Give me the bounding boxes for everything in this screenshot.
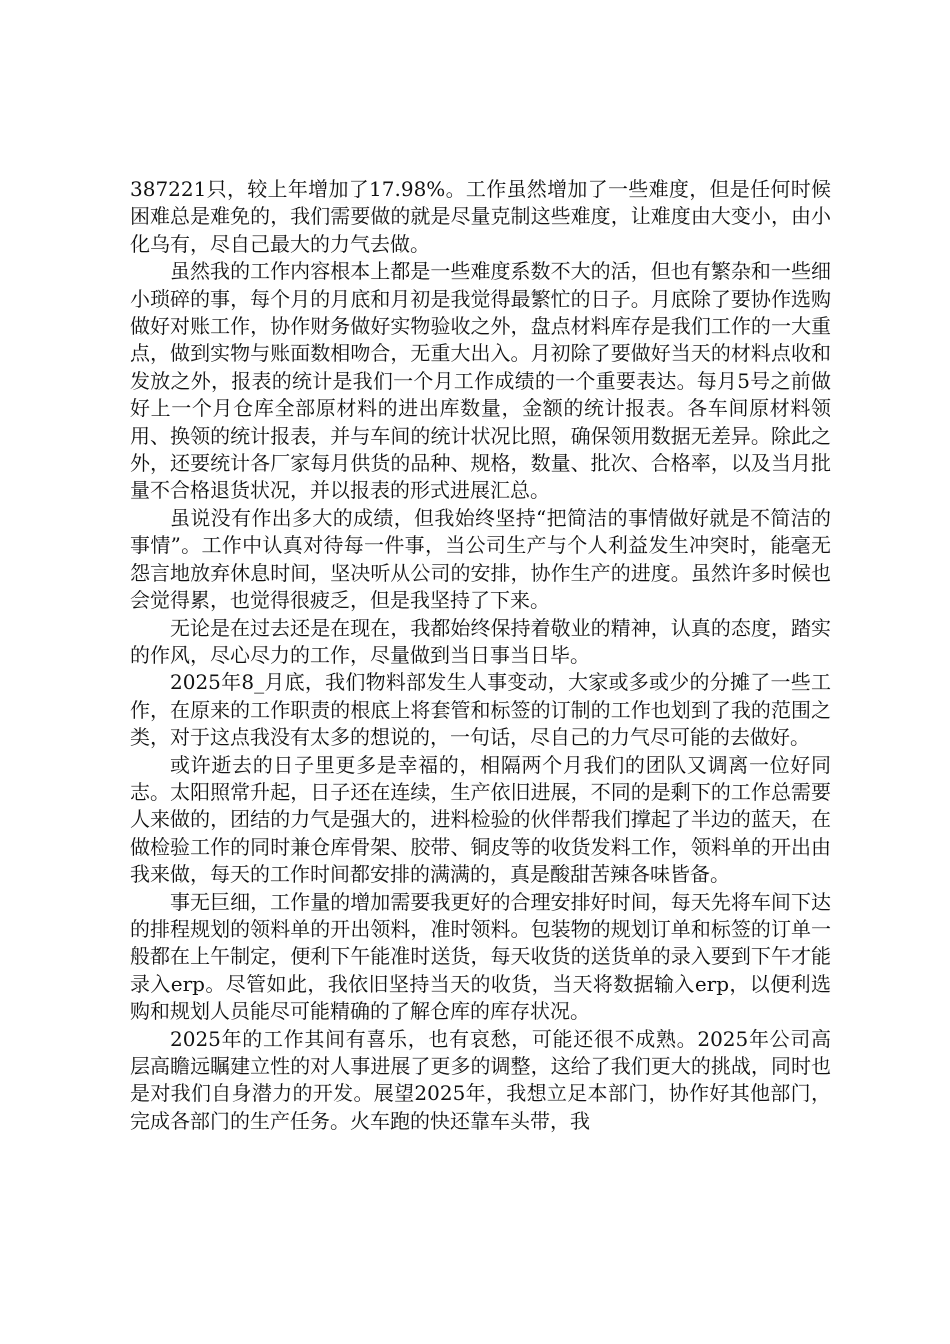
paragraph: 虽说没有作出多大的成绩，但我始终坚持“把简洁的事情做好就是不简洁的事情”。工作中认真对待每一件事，当公司生产与个人利益发生冲突时，能毫无怨言地放弃休息时间，坚决听从公司的安排，协作生产的进度。虽然许多时候也会觉得累，也觉得很疲乏，但是我坚持了下来。 [130, 505, 831, 613]
paragraph: 2025年的工作其间有喜乐，也有哀愁，可能还很不成熟。2025年公司高层高瞻远瞩建立性的对人事进展了更多的调整，这给了我们更大的挑战，同时也是对我们自身潜力的开发。展望2025年，我想立足本部门，协作好其他部门，完成各部门的生产任务。火车跑的快还靠车头带，我 [130, 1026, 831, 1133]
paragraph-continued: 387221只，较上年增加了17.98%。工作虽然增加了一些难度，但是任何时候困难总是难免的，我们需要做的就是尽量克制这些难度，让难度由大变小，由小化乌有，尽自己最大的力气去做。 [130, 177, 831, 256]
paragraph: 虽然我的工作内容根本上都是一些难度系数不大的活，但也有繁杂和一些细小琐碎的事，每个月的月底和月初是我觉得最繁忙的日子。月底除了要协作选购做好对账工作，协作财务做好实物验收之外，盘点材料库存是我们工作的一大重点，做到实物与账面数相吻合，无重大出入。月初除了要做好当天的材料点收和发放之外，报表的统计是我们一个月工作成绩的一个重要表达。每月5号之前做好上一个月仓库全部原材料的进出库数量，金额的统计报表。各车间原材料领用、换领的统计报表，并与车间的统计状况比照，确保领用数据无差异。除此之外，还要统计各厂家每月供货的品种、规格，数量、批次、合格率，以及当月批量不合格退货状况，并以报表的形式进展汇总。 [130, 259, 831, 503]
paragraph: 或许逝去的日子里更多是幸福的，相隔两个月我们的团队又调离一位好同志。太阳照常升起，日子还在连续，生产依旧进展，不同的是剩下的工作总需要人来做的，团结的力气是强大的，进料检验的伙伴帮我们撑起了半边的蓝天，在做检验工作的同时兼仓库骨架、胶带、铜皮等的收货发料工作，领料单的开出由我来做，每天的工作时间都安排的满满的，真是酸甜苦辣各味皆备。 [130, 752, 831, 887]
paragraph: 2025年8_月底，我们物料部发生人事变动，大家或多或少的分摊了一些工作，在原来的工作职责的根底上将套管和标签的订制的工作也划到了我的范围之类，对于这点我没有太多的想说的，一句话，尽自己的力气尽可能的去做好。 [130, 670, 831, 750]
paragraph: 无论是在过去还是在现在，我都始终保持着敬业的精神，认真的态度，踏实的作风，尽心尽力的工作，尽量做到当日事当日毕。 [130, 615, 831, 667]
document-body [130, 176, 831, 1135]
paragraph: 事无巨细，工作量的增加需要我更好的合理安排好时间，每天先将车间下达的排程规划的领料单的开出领料，准时领料。包装物的规划订单和标签的订单一般都在上午制定，便利下午能准时送货，每天收货的送货单的录入要到下午才能录入erp。尽管如此，我依旧坚持当天的收货，当天将数据输入erp，以便利选购和规划人员能尽可能精确的了解仓库的库存状况。 [130, 889, 831, 1024]
